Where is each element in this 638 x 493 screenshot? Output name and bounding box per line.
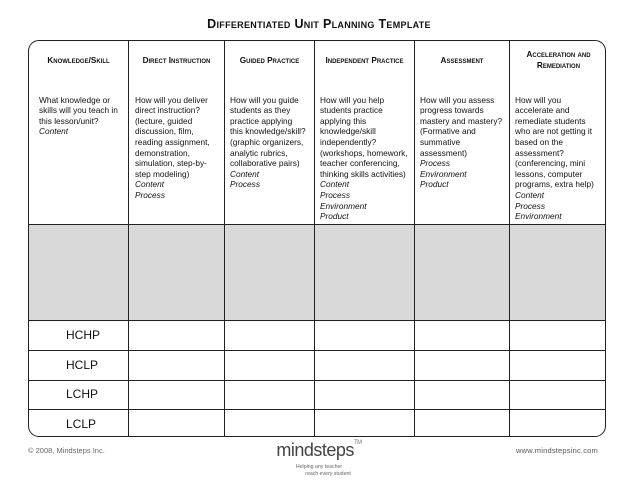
column-divider bbox=[314, 41, 315, 436]
cell-italic: Process bbox=[230, 179, 260, 190]
cell-italic: Process bbox=[515, 200, 545, 211]
header-independent-practice: Independent Practice bbox=[325, 55, 404, 65]
row-label-lclp: LCLP bbox=[66, 417, 97, 431]
cell-italic: Process bbox=[420, 158, 450, 169]
row-divider bbox=[29, 380, 605, 381]
cell-italic: Content bbox=[135, 179, 165, 190]
website-link[interactable]: www.mindstepsinc.com bbox=[516, 446, 598, 455]
cell-italic: Content bbox=[39, 126, 69, 137]
header-guided-practice: Guided Practice bbox=[239, 55, 300, 65]
cell-independent-practice bbox=[316, 84, 414, 222]
cell-italic: Environment bbox=[515, 211, 562, 222]
cell-italic: Content bbox=[515, 189, 545, 200]
cell-text: How will you help students practice applying this knowledge/skill independently? (workshops, homework, teacher conferencing, thinking skills activities) bbox=[320, 94, 408, 179]
column-divider bbox=[414, 41, 415, 436]
header-direct-instruction: Direct Instruction bbox=[142, 55, 211, 65]
gray-band bbox=[29, 224, 605, 320]
cell-italic: Content bbox=[320, 179, 350, 190]
mindsteps-logo bbox=[0, 440, 638, 461]
tagline-line-2: reach every student bbox=[305, 470, 351, 477]
header-knowledge-skill: Knowledge/Skill bbox=[47, 55, 110, 65]
row-label-lchp: LCHP bbox=[66, 387, 99, 401]
cell-direct-instruction bbox=[131, 84, 224, 201]
row-divider bbox=[29, 320, 605, 321]
cell-italic: Content bbox=[230, 168, 260, 179]
cell-text: How will you deliver direct instruction? (lecture, guided discussion, film, reading assignment, demonstration, simulation, step-by- step modeling) bbox=[135, 94, 210, 179]
cell-guided-practice bbox=[226, 84, 314, 190]
cell-text: How will you assess progress towards mastery and mastery? (Formative and summative assessment) bbox=[420, 94, 503, 158]
cell-knowledge-skill bbox=[35, 84, 128, 137]
cell-text: How will you guide students as they practice applying this knowledge/skill? (graphic organizers, analytic rubrics, collaborative pairs) bbox=[230, 94, 306, 169]
cell-italic: Product bbox=[320, 211, 349, 222]
column-divider bbox=[224, 41, 225, 436]
row-label-hchp: HCHP bbox=[66, 328, 101, 342]
row-divider bbox=[29, 409, 605, 410]
cell-italic: Product bbox=[420, 179, 449, 190]
page-title: Differentiated Unit Planning Template bbox=[207, 17, 431, 31]
row-divider bbox=[29, 350, 605, 351]
cell-acceleration-remediation bbox=[511, 84, 606, 222]
header-acceleration-remediation: Acceleration and Remediation bbox=[526, 50, 591, 70]
logo-trademark: TM bbox=[353, 440, 362, 446]
logo-tagline bbox=[0, 464, 638, 477]
column-divider bbox=[128, 41, 129, 436]
cell-italic: Process bbox=[320, 189, 350, 200]
cell-assessment bbox=[416, 84, 509, 190]
row-label-hclp: HCLP bbox=[66, 358, 99, 372]
row-divider bbox=[29, 224, 605, 225]
column-divider bbox=[509, 41, 510, 436]
copyright-text: © 2008, Mindsteps Inc. bbox=[28, 446, 105, 455]
logo-text: mindsteps bbox=[276, 440, 354, 460]
cell-italic: Environment bbox=[420, 168, 467, 179]
tagline-line-1: Helping any teacher bbox=[295, 464, 343, 470]
cell-text: What knowledge or skills will you teach in this lesson/unit? bbox=[39, 94, 118, 126]
cell-italic: Environment bbox=[320, 200, 367, 211]
planning-table bbox=[28, 40, 606, 437]
cell-italic: Process bbox=[135, 189, 165, 200]
cell-text: How will you accelerate and remediate students who are not getting it based on the assessment? (conferencing, mini lessons, computer programs, extra help) bbox=[515, 94, 594, 190]
header-assessment: Assessment bbox=[440, 55, 484, 65]
